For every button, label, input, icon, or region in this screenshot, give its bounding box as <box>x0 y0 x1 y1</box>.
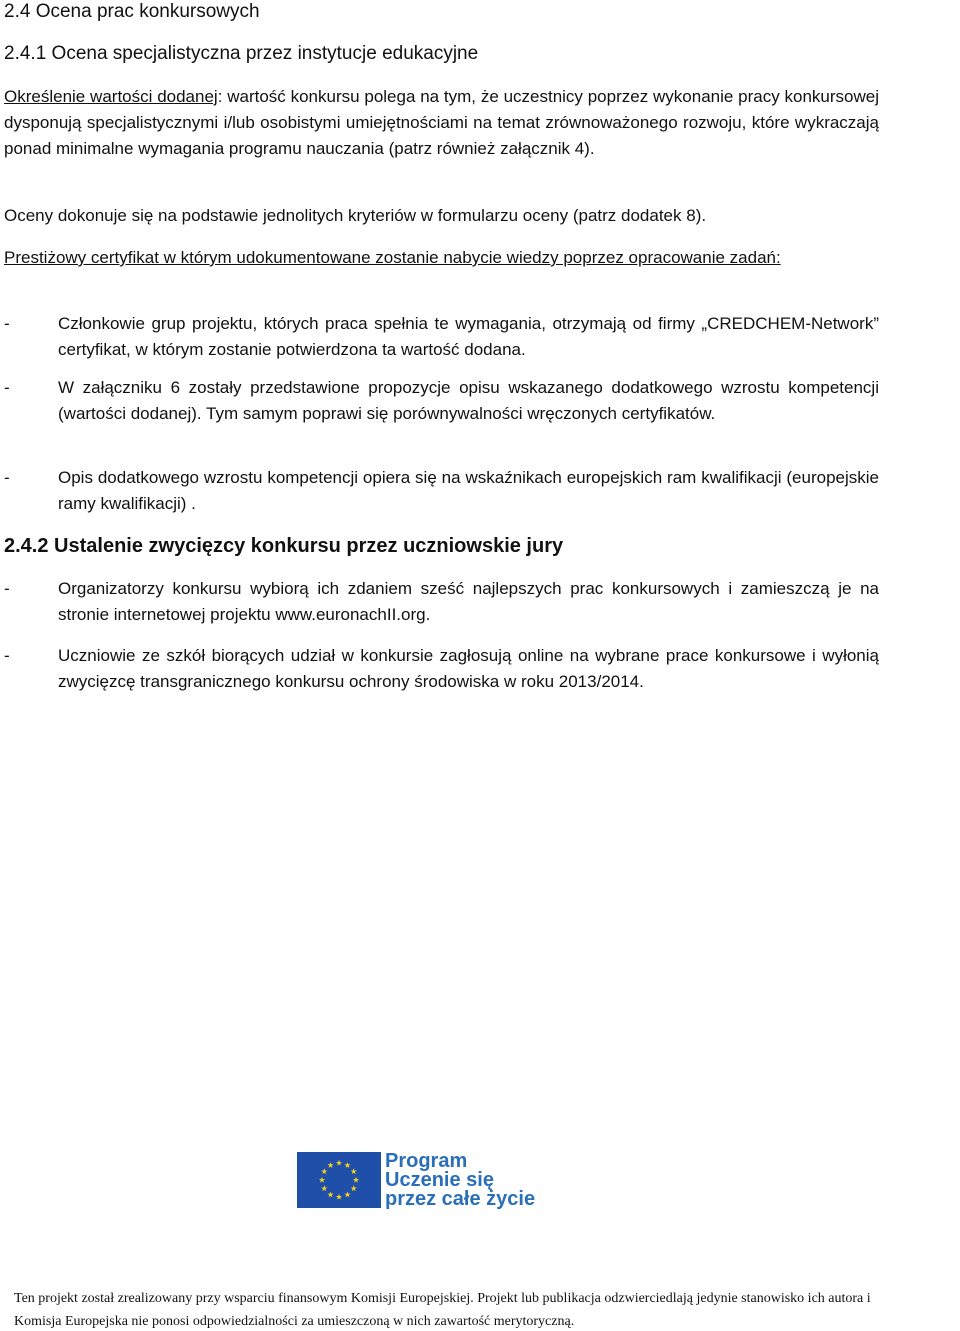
list-item-text: Organizatorzy konkursu wybiorą ich zdaniem sześć najlepszych prac konkursowych i zamieszczą je na stronie internetowej projektu www.euronachII.org. <box>58 579 879 624</box>
bullet-dash: - <box>4 646 10 665</box>
added-value-text: : wartość konkursu polega na tym, że uczestnicy poprzez wykonanie pracy konkursowej dysponują specjalistycznymi i/lub osobistymi umiejętnościami na temat zrównoważonego rozwoju, które wykraczają ponad minimalne wymagania programu nauczania (patrz również załącznik 4). <box>4 87 879 158</box>
list-item-text: Uczniowie ze szkół biorących udział w konkursie zagłosują online na wybrane prace konkursowe i wyłonią zwycięzcę transgranicznego konkursu ochrony środowiska w roku 2013/2014. <box>58 646 879 691</box>
bullet-dash: - <box>4 579 10 598</box>
added-value-label: Określenie wartości dodanej <box>4 87 218 106</box>
section-heading: 2.4 Ocena prac konkursowych <box>4 1 260 22</box>
footer-line-1: Ten projekt został zrealizowany przy wsparciu finansowym Komisji Europejskiej. Projekt lub publikacja odzwierciedlają jedynie stanowisko ich autora i <box>14 1291 871 1306</box>
certificate-heading: Prestiżowy certyfikat w którym udokumentowane zostanie nabycie wiedzy poprzez opracowanie zadań: <box>4 248 781 267</box>
subsection-heading: 2.4.1 Ocena specjalistyczna przez instytucje edukacyjne <box>4 43 479 64</box>
bullet-dash: - <box>4 314 10 333</box>
added-value-paragraph <box>4 84 879 162</box>
subsection-heading-jury: 2.4.2 Ustalenie zwycięzcy konkursu przez uczniowskie jury <box>4 535 564 557</box>
bullet-dash: - <box>4 468 10 487</box>
logo-line-2: Uczenie się <box>385 1169 494 1191</box>
logo-line-3: przez całe życie <box>385 1188 536 1210</box>
list-item-text: Członkowie grup projektu, których praca spełnia te wymagania, otrzymają od firmy „CREDCHEM-Network” certyfikat, w którym zostanie potwierdzona ta wartość dodana. <box>58 314 879 359</box>
program-logo <box>297 1150 547 1210</box>
logo-line-1: Program <box>385 1150 468 1172</box>
evaluation-paragraph: Oceny dokonuje się na podstawie jednolitych kryteriów w formularzu oceny (patrz dodatek 8). <box>4 206 707 225</box>
footer-line-2: Komisja Europejska nie ponosi odpowiedzialności za umieszczoną w nich zawartość merytoryczną. <box>14 1314 575 1329</box>
eu-flag-icon <box>297 1152 381 1208</box>
list-item-text: Opis dodatkowego wzrostu kompetencji opiera się na wskaźnikach europejskich ram kwalifikacji (europejskie ramy kwalifikacji) . <box>58 468 879 513</box>
list-item-text: W załączniku 6 zostały przedstawione propozycje opisu wskazanego dodatkowego wzrostu kompetencji (wartości dodanej). Tym samym poprawi się porównywalności wręczonych certyfikatów. <box>58 378 879 423</box>
bullet-dash: - <box>4 378 10 397</box>
